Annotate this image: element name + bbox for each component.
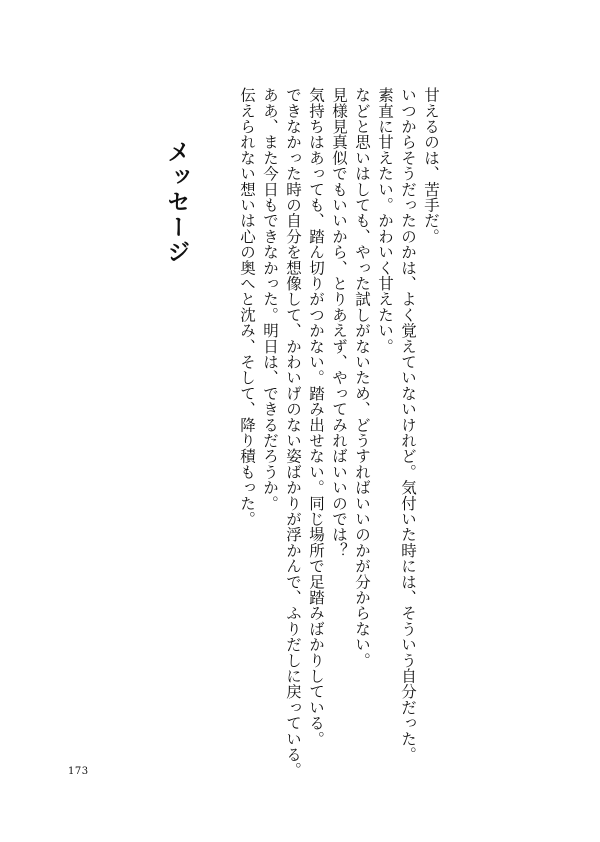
text-line-8: ああ、また今日もできなかった。明日は、できるだろうか。 xyxy=(261,87,279,511)
page-number: 173 xyxy=(68,766,89,777)
text-line-1: 甘えるのは、苦手だ。 xyxy=(422,87,440,244)
text-line-9: 伝えられない想いは心の奥へと沈み、そして、降り積もった。 xyxy=(238,87,256,527)
chapter-title: メッセージ xyxy=(163,140,190,265)
text-line-7: できなかった時の自分を想像して、かわいげのない姿ばかりが浮かんで、ふりだしに戻っている。 xyxy=(284,87,302,778)
text-line-3: 素直に甘えたい。かわいく甘えたい。 xyxy=(376,87,394,354)
text-line-5: 見様見真似でもいいから、とりあえず、やってみればいいのでは？ xyxy=(330,87,348,558)
body-text xyxy=(238,87,442,778)
text-line-6: 気持ちはあっても、踏ん切りがつかない。踏み出せない。同じ場所で足踏みばかりしている。 xyxy=(307,87,325,747)
text-line-2: いつからそうだったのかは、よく覚えていないけれど。気付いた時には、そういう自分だった。 xyxy=(399,87,417,763)
text-line-4: などと思いはしても、やった試しがないため、どうすればいいのかが分からない。 xyxy=(353,87,371,668)
